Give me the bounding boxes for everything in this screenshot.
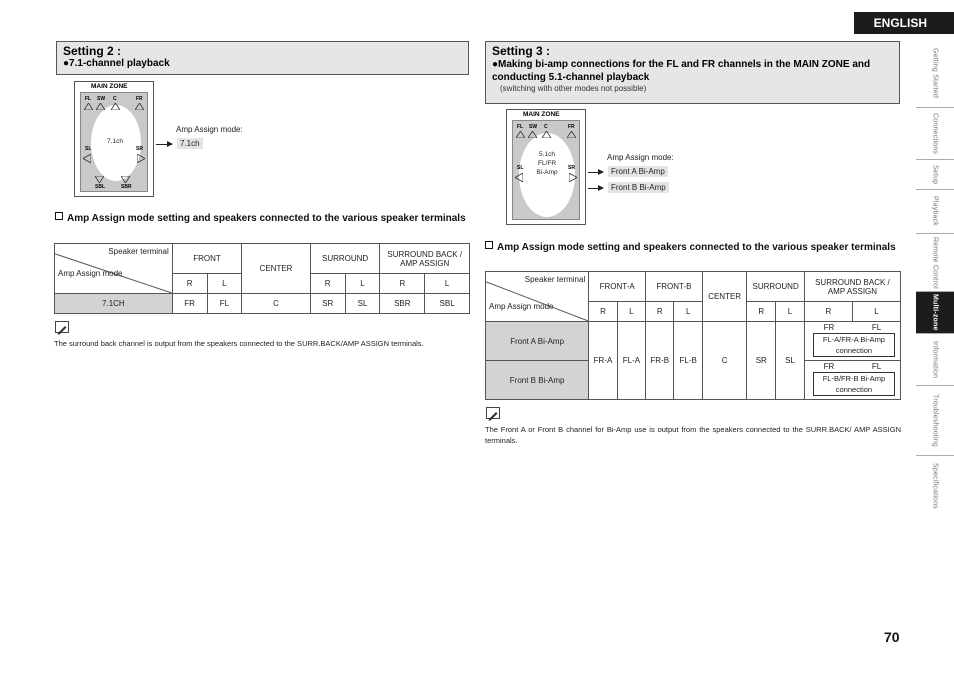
sub-header: L bbox=[674, 302, 702, 322]
table-cell: FL-A bbox=[617, 322, 645, 400]
setting3-title: Setting 3 : bbox=[492, 44, 551, 58]
diagram-center-text: 7.1ch bbox=[107, 138, 123, 145]
sub-header: R bbox=[747, 302, 776, 322]
speaker-label-sl: SL bbox=[85, 146, 92, 152]
speaker-icon bbox=[137, 154, 145, 163]
group-header-front-b: FRONT-B bbox=[646, 272, 703, 302]
speaker-label-sbr: SBR bbox=[121, 184, 132, 190]
sub-header: L bbox=[425, 274, 470, 294]
arrow-icon bbox=[156, 144, 172, 145]
speaker-icon bbox=[569, 173, 577, 182]
table-corner-cell bbox=[486, 272, 589, 322]
setting3-memo: The Front A or Front B channel for Bi-Amp use is output from the speakers connected to the SURR.BACK/ AMP ASSIGN terminals. bbox=[485, 425, 901, 445]
speaker-icon bbox=[515, 173, 523, 182]
table-cell: FR-A bbox=[589, 322, 617, 400]
group-header-front-a: FRONT-A bbox=[589, 272, 646, 302]
arrow-icon bbox=[588, 188, 603, 189]
speaker-label-fr: FR bbox=[568, 124, 575, 130]
side-nav bbox=[916, 40, 954, 516]
setting3-zone-diagram bbox=[506, 109, 586, 225]
speaker-icon bbox=[111, 103, 120, 110]
row-label: Front A Bi-Amp bbox=[486, 322, 589, 361]
speaker-label-sr: SR bbox=[568, 165, 575, 171]
zone-title: MAIN ZONE bbox=[91, 83, 128, 90]
group-header-surround-back: SURROUND BACK / AMP ASSIGN bbox=[804, 272, 900, 302]
memo-icon bbox=[55, 321, 69, 333]
amp-assign-mode-value-a: Front A Bi-Amp bbox=[608, 166, 668, 177]
arrow-icon bbox=[588, 172, 603, 173]
setting3-note: (switching with other modes not possible) bbox=[500, 84, 647, 93]
speaker-icon bbox=[83, 154, 91, 163]
speaker-icon bbox=[542, 131, 551, 138]
table-cell: FL-B bbox=[674, 322, 702, 400]
amp-assign-mode-value-b: Front B Bi-Amp bbox=[608, 182, 669, 193]
table-cell: C bbox=[242, 294, 311, 314]
biamp-cell-a bbox=[804, 322, 900, 361]
sub-header: L bbox=[852, 302, 900, 322]
corner-bottom-label: Amp Assign mode bbox=[489, 302, 554, 311]
sub-header: R bbox=[804, 302, 852, 322]
group-header-surround-back: SURROUND BACK / AMP ASSIGN bbox=[380, 244, 470, 274]
amp-assign-mode-label: Amp Assign mode: bbox=[176, 125, 243, 134]
biamp-l: FL bbox=[871, 323, 882, 332]
setting3-table-heading: Amp Assign mode setting and speakers connected to the various speaker terminals bbox=[485, 241, 900, 254]
sub-header: R bbox=[380, 274, 425, 294]
table-corner-cell bbox=[55, 244, 173, 294]
row-label: 7.1CH bbox=[55, 294, 173, 314]
nav-item-getting-started[interactable]: Getting Started bbox=[916, 40, 954, 108]
table-cell: SL bbox=[776, 322, 805, 400]
table-cell: FL bbox=[207, 294, 242, 314]
table-cell: FR-B bbox=[646, 322, 674, 400]
group-header-surround: SURROUND bbox=[310, 244, 380, 274]
nav-item-setup[interactable]: Setup bbox=[916, 160, 954, 190]
diagram-center-text: 5.1ch FL/FR Bi-Amp bbox=[536, 151, 558, 176]
group-header-center: CENTER bbox=[702, 272, 747, 322]
nav-item-connections[interactable]: Connections bbox=[916, 108, 954, 160]
sub-header: R bbox=[310, 274, 345, 294]
corner-top-label: Speaker terminal bbox=[108, 247, 169, 256]
sub-header: L bbox=[207, 274, 242, 294]
table-cell: SBL bbox=[425, 294, 470, 314]
table-cell: SR bbox=[310, 294, 345, 314]
speaker-icon bbox=[135, 103, 144, 110]
sub-header: R bbox=[646, 302, 674, 322]
table-cell: SL bbox=[345, 294, 380, 314]
biamp-r: FR bbox=[823, 323, 835, 332]
setting2-subtitle: ●7.1-channel playback bbox=[63, 58, 170, 69]
speaker-label-fr: FR bbox=[136, 96, 143, 102]
speaker-icon bbox=[567, 131, 576, 138]
speaker-icon bbox=[96, 103, 105, 110]
group-header-center: CENTER bbox=[242, 244, 311, 294]
speaker-label-sbl: SBL bbox=[95, 184, 105, 190]
speaker-icon bbox=[121, 176, 130, 183]
speaker-icon bbox=[528, 131, 537, 138]
setting2-table bbox=[54, 243, 470, 314]
speaker-label-sw: SW bbox=[97, 96, 106, 102]
speaker-icon bbox=[84, 103, 93, 110]
nav-item-remote-control[interactable]: Remote Control bbox=[916, 234, 954, 292]
sub-header: L bbox=[345, 274, 380, 294]
biamp-r: FR bbox=[823, 362, 835, 371]
nav-item-information[interactable]: Information bbox=[916, 334, 954, 386]
setting3-subtitle: ●Making bi-amp connections for the FL and FR channels in the MAIN ZONE and conducting 5.1-channel playback bbox=[492, 59, 871, 83]
speaker-label-sw: SW bbox=[529, 124, 538, 130]
corner-top-label: Speaker terminal bbox=[524, 275, 586, 284]
sub-header: R bbox=[172, 274, 207, 294]
setting3-header bbox=[485, 41, 900, 104]
nav-item-multi-zone[interactable]: Multi-zone bbox=[916, 292, 954, 334]
speaker-icon bbox=[95, 176, 104, 183]
biamp-cell-b bbox=[804, 361, 900, 400]
group-header-surround: SURROUND bbox=[747, 272, 805, 302]
sub-header: L bbox=[617, 302, 645, 322]
nav-item-troubleshooting[interactable]: Troubleshooting bbox=[916, 386, 954, 456]
table-cell: SBR bbox=[380, 294, 425, 314]
sub-header: R bbox=[589, 302, 617, 322]
setting2-header bbox=[56, 41, 469, 75]
checkbox-bullet-icon bbox=[485, 241, 493, 249]
speaker-label-sl: SL bbox=[517, 165, 524, 171]
nav-item-specifications[interactable]: Specifications bbox=[931, 463, 939, 509]
speaker-label-c: C bbox=[113, 96, 117, 102]
group-header-front: FRONT bbox=[172, 244, 241, 274]
biamp-l: FL bbox=[871, 362, 882, 371]
nav-item-playback[interactable]: Playback bbox=[916, 190, 954, 234]
biamp-connection-box: FL-A/FR-A Bi-Amp connection bbox=[813, 333, 895, 357]
setting2-zone-diagram bbox=[74, 81, 154, 197]
sub-header: L bbox=[776, 302, 805, 322]
speaker-label-c: C bbox=[544, 124, 548, 130]
table-cell: FR bbox=[172, 294, 207, 314]
row-label: Front B Bi-Amp bbox=[486, 361, 589, 400]
biamp-connection-box: FL-B/FR-B Bi-Amp connection bbox=[813, 372, 895, 396]
speaker-label-fl: FL bbox=[517, 124, 524, 130]
setting2-table-heading: Amp Assign mode setting and speakers connected to the various speaker terminals bbox=[55, 212, 469, 225]
speaker-label-sr: SR bbox=[136, 146, 143, 152]
corner-bottom-label: Amp Assign mode bbox=[58, 269, 123, 278]
memo-icon bbox=[486, 407, 500, 419]
checkbox-bullet-icon bbox=[55, 212, 63, 220]
speaker-label-fl: FL bbox=[85, 96, 92, 102]
zone-title: MAIN ZONE bbox=[523, 111, 560, 118]
page-number: 70 bbox=[884, 629, 900, 645]
table-cell: SR bbox=[747, 322, 776, 400]
setting2-title: Setting 2 : bbox=[63, 44, 122, 58]
setting3-table bbox=[485, 271, 901, 400]
language-tab: ENGLISH bbox=[854, 12, 954, 34]
amp-assign-mode-value: 7.1ch bbox=[177, 138, 203, 149]
table-cell: C bbox=[702, 322, 747, 400]
speaker-icon bbox=[516, 131, 525, 138]
setting2-memo: The surround back channel is output from the speakers connected to the SURR.BACK/AMP ASSIGN terminals. bbox=[54, 339, 424, 348]
amp-assign-mode-label: Amp Assign mode: bbox=[607, 153, 674, 162]
